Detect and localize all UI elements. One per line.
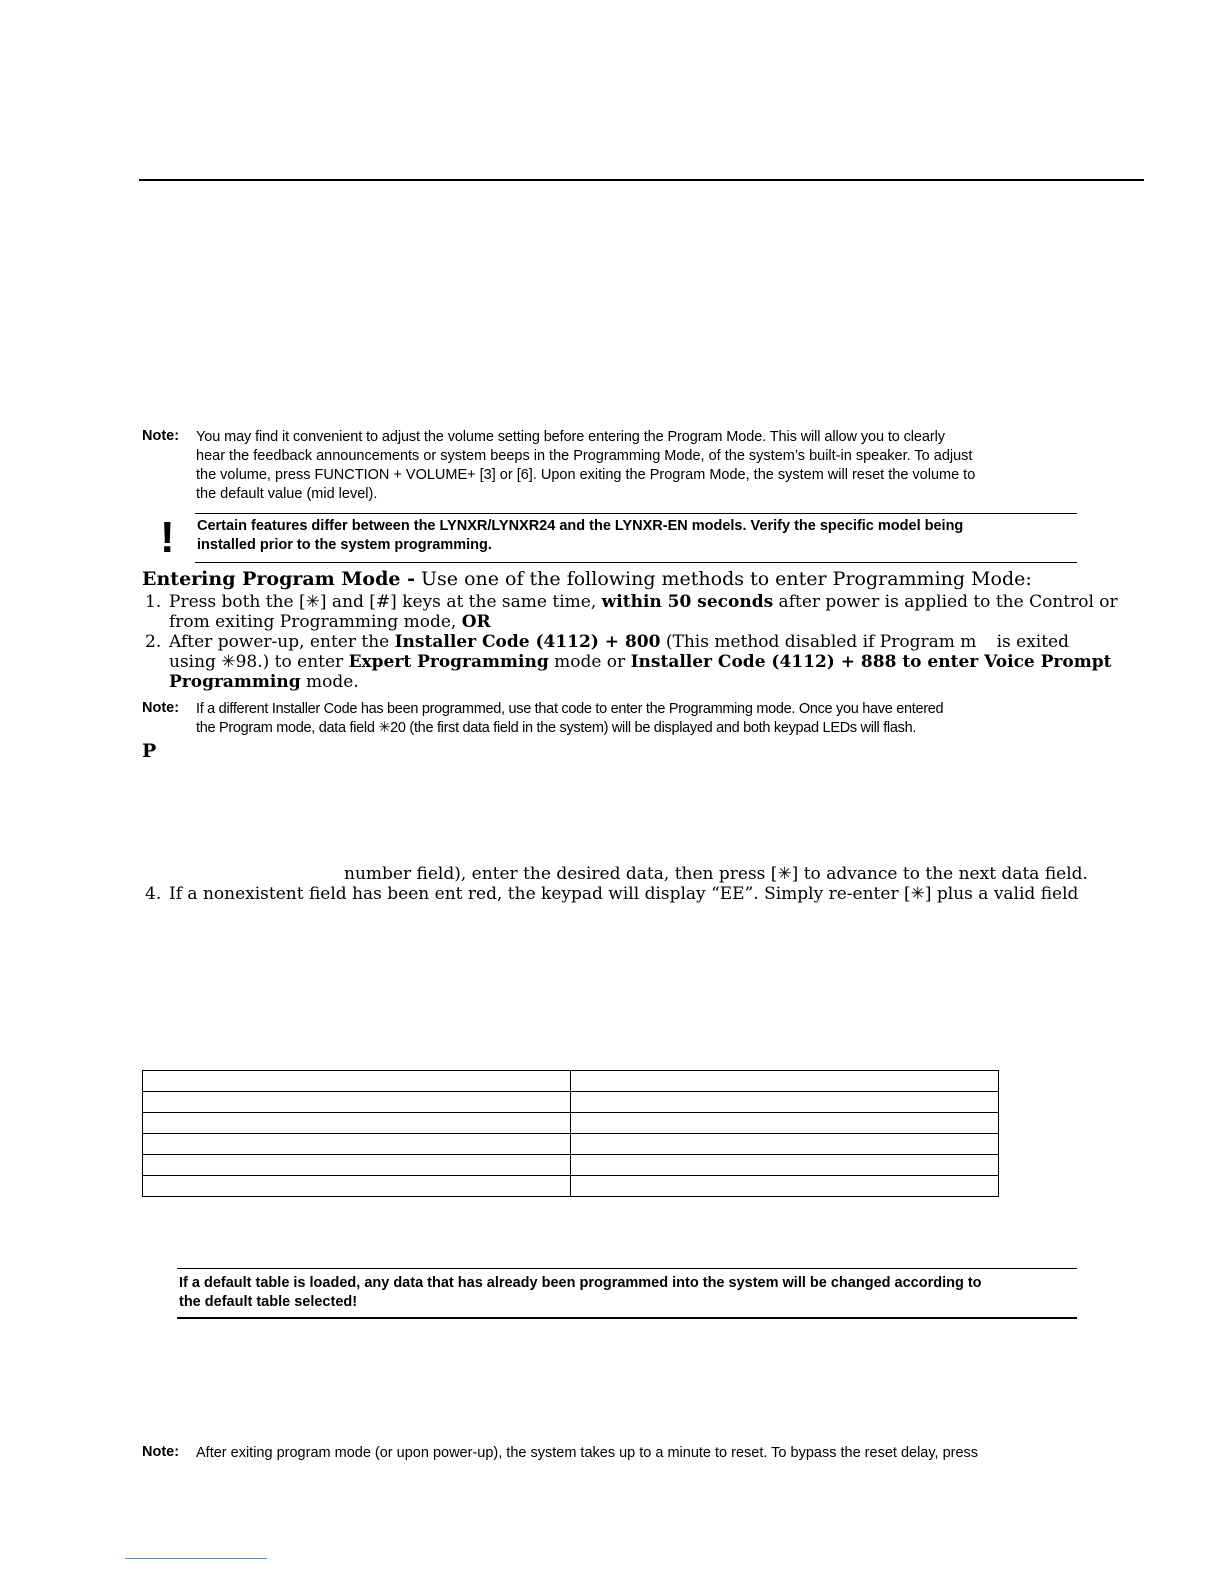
table-cell: [571, 1176, 999, 1197]
text: (This method disabled if Program m: [660, 632, 977, 652]
warning-rule-top: [195, 513, 1077, 514]
emphasis: Expert Programming: [348, 652, 549, 672]
text: Press both the [✳] and [#] keys at the same time,: [169, 592, 602, 612]
note-reset-delay: After exiting program mode (or upon power-up), the system takes up to a minute to reset. To bypass the reset delay, press: [196, 1445, 979, 1461]
warning-rule-bottom: [195, 562, 1077, 563]
table-cell: [571, 1092, 999, 1113]
note-line: If a different Installer Code has been programmed, use that code to enter the Programming mode. Once you have entered: [196, 701, 944, 717]
table-row: [143, 1113, 999, 1134]
list-number: 2.: [145, 632, 162, 652]
section-entering-program-mode: [142, 568, 1032, 590]
note-label: Note:: [142, 700, 180, 716]
list-item-2: [169, 632, 1112, 692]
table-cell: [571, 1071, 999, 1092]
table-cell: [571, 1134, 999, 1155]
emphasis: within 50 seconds: [601, 592, 774, 612]
note-volume: [196, 428, 1069, 504]
note-label: Note:: [142, 428, 180, 444]
warning-line: the default table selected!: [179, 1294, 358, 1310]
warning-default-table: [179, 1274, 1069, 1312]
note-line: the volume, press FUNCTION + VOLUME+ [3] or [6]. Upon exiting the Program Mode, the system will reset the volume to: [196, 467, 976, 483]
table-cell: [143, 1176, 571, 1197]
note-line: hear the feedback announcements or system beeps in the Programming Mode, of the system’s built-in speaker. To adjust: [196, 448, 973, 464]
table-cell: [143, 1092, 571, 1113]
table-row: [143, 1134, 999, 1155]
text: After power-up, enter the: [169, 632, 395, 652]
table-row: [143, 1176, 999, 1197]
table-cell: [571, 1155, 999, 1176]
text: after power is applied to the Control or: [773, 592, 1118, 612]
text: If a nonexistent field has been ent: [169, 884, 463, 904]
empty-table: [142, 1070, 999, 1197]
list-item-4: [169, 884, 1079, 904]
table-cell: [143, 1113, 571, 1134]
note-line: the Program mode, data field ✳20 (the first data field in the system) will be displayed and both keypad LEDs will flash.: [196, 720, 917, 736]
emphasis: Programming: [169, 672, 301, 692]
table-cell: [571, 1113, 999, 1134]
warning-line: If a default table is loaded, any data that has already been programmed into the system will be changed according to: [179, 1275, 982, 1291]
note-line: You may find it convenient to adjust the volume setting before entering the Program Mode. This will allow you to clearly: [196, 429, 945, 445]
table-cell: [143, 1134, 571, 1155]
note-installer-code: [196, 700, 1076, 738]
table-cell: [143, 1155, 571, 1176]
list-number: 4.: [145, 884, 162, 904]
section-heading: Entering Program Mode -: [142, 568, 415, 590]
section-intro: Use one of the following methods to enter Programming Mode:: [414, 568, 1032, 590]
text: using ✳98.) to enter: [169, 652, 349, 672]
note-label: Note:: [142, 1444, 180, 1460]
list-item-1: [169, 592, 1118, 632]
footer-link-rule: [125, 1558, 267, 1559]
text: is exited: [996, 632, 1069, 652]
warning-line: installed prior to the system programming.: [197, 537, 492, 553]
emphasis: Installer Code (4112) + 888 to enter Voice Prompt: [630, 652, 1112, 672]
warning-rule-bottom: [177, 1317, 1077, 1319]
warning-model-differences: [197, 517, 1067, 555]
text: red, the keypad will display “EE”. Simply re-enter [✳] plus a valid field: [467, 884, 1079, 904]
table-cell: [143, 1071, 571, 1092]
table-row: [143, 1092, 999, 1113]
note-line: the default value (mid level).: [196, 486, 378, 502]
table-row: [143, 1155, 999, 1176]
warning-rule-top: [177, 1268, 1077, 1269]
emphasis: OR: [461, 612, 491, 632]
text: mode.: [300, 672, 359, 692]
list-number: 1.: [145, 592, 162, 612]
emphasis: Installer Code (4112) + 800: [394, 632, 661, 652]
heading-fragment: P: [142, 740, 157, 762]
warning-line: Certain features differ between the LYNXR/LYNXR24 and the LYNXR-EN models. Verify the specific model being: [197, 518, 964, 534]
text: mode or: [548, 652, 631, 672]
text: from exiting Programming mode,: [169, 612, 462, 632]
warning-icon: !: [160, 513, 175, 562]
header-rule: [139, 179, 1144, 181]
list-item-3-tail: number field), enter the desired data, then press [✳] to advance to the next data field.: [344, 864, 1088, 884]
table-row: [143, 1071, 999, 1092]
